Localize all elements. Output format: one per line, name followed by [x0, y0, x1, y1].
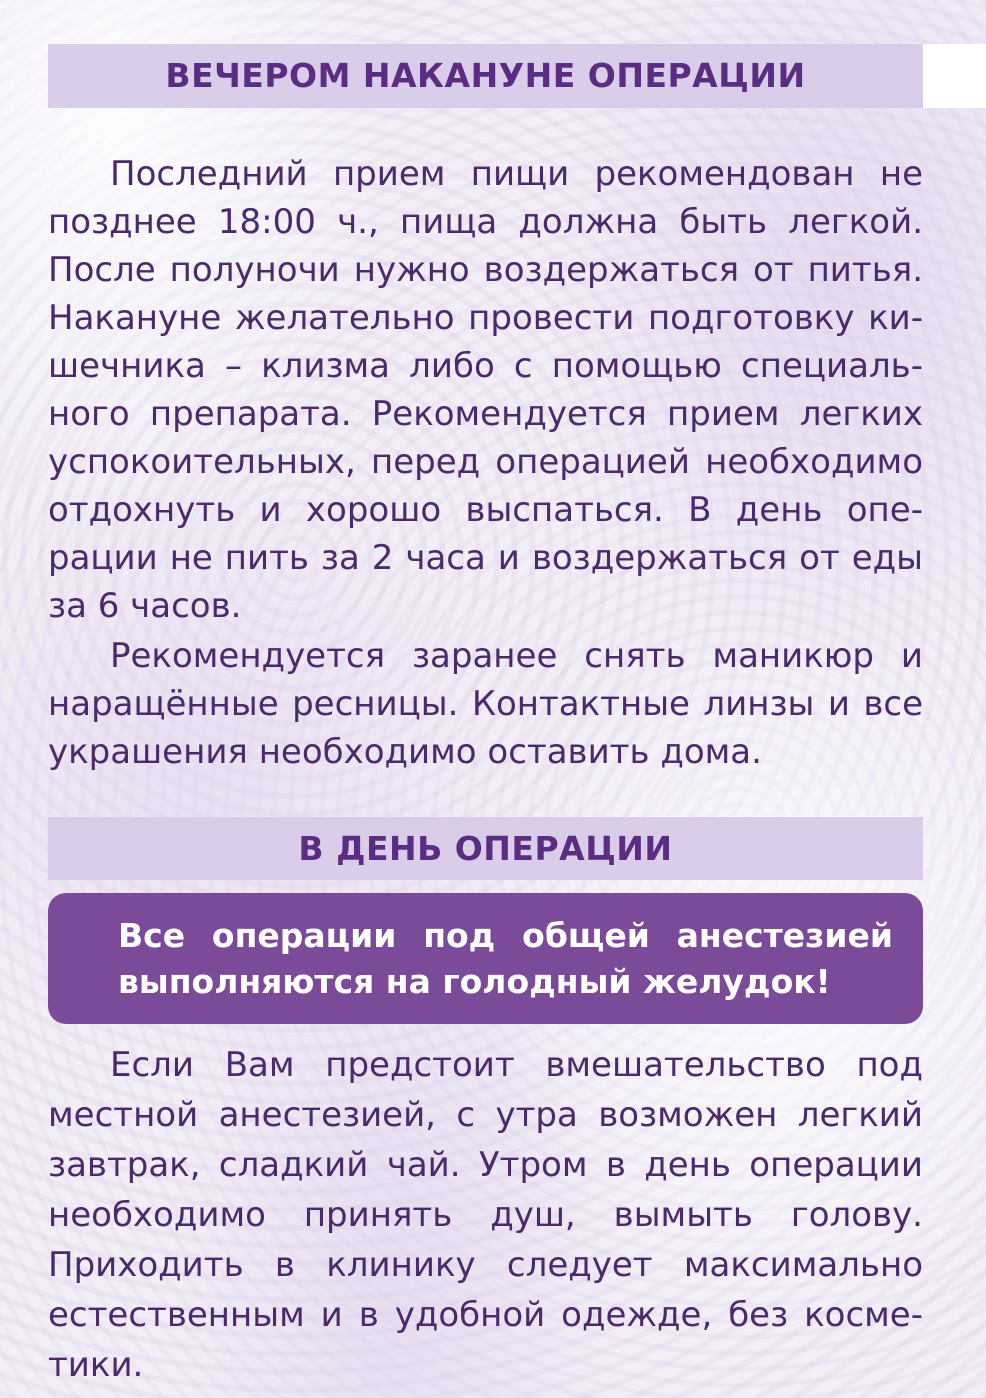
section-header-surgery-day: В ДЕНЬ ОПЕРАЦИИ: [48, 817, 923, 880]
evening-text-block-2: [48, 632, 923, 776]
anesthesia-notice-box: Все операции под общей анестезией выполняются на голодный желудок!: [48, 893, 923, 1024]
corner-patch: [923, 44, 986, 108]
surgery-day-text-block: [48, 1040, 923, 1390]
evening-paragraph-2: Рекомендуется заранее снять маникюр и наращённые ресницы. Контактные линзы и все украшения необходимо оставить дома.: [48, 636, 923, 772]
evening-paragraph-1: Последний прием пищи рекомендован не позднее 18:00 ч., пища должна быть легкой. После полуночи нужно воздержаться от питья. Накануне желательно провести подготовку кишечника – клизма либо с помощью специального препарата. Рекомендуется прием легких успокоительных, перед операцией необходимо отдохнуть и хорошо выспаться. В день операции не пить за 2 часа и воздержаться от еды за 6 часов.: [48, 154, 923, 626]
evening-text-block: [48, 150, 923, 630]
surgery-day-paragraph-1: Если Вам предстоит вмешательство под местной анестезией, с утра возможен легкий завтрак, сладкий чай. Утром в день операции необходимо принять душ, вымыть голову. Приходить в клинику следует максимально естественным и в удобной одежде, без косметики.: [48, 1045, 923, 1385]
section-header-evening: ВЕЧЕРОМ НАКАНУНЕ ОПЕРАЦИИ: [48, 44, 923, 108]
